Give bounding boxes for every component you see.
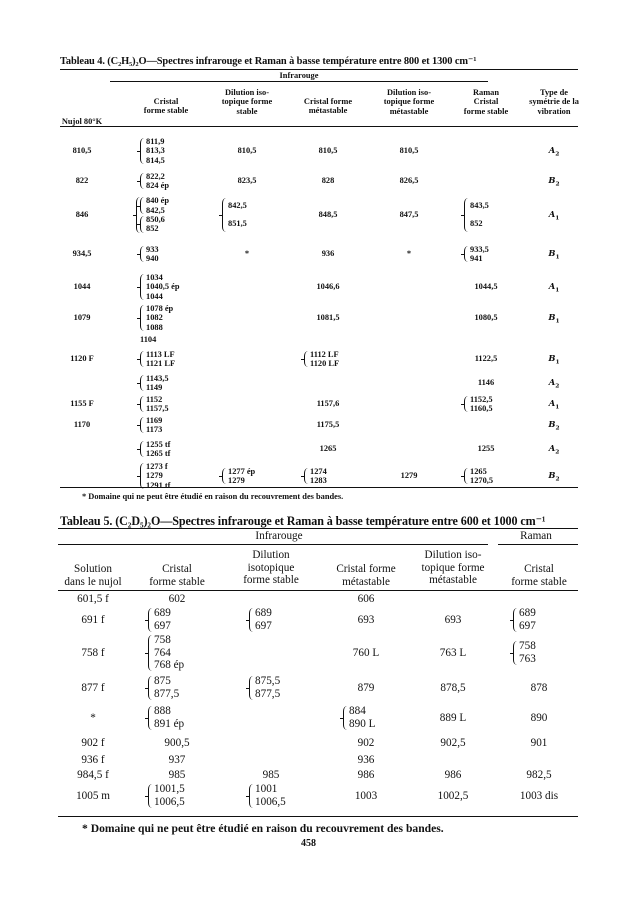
table4-cristal-value: 1078 ép <box>146 303 174 313</box>
table5-metastable: 879 <box>357 681 375 694</box>
table5-raman <box>513 640 536 665</box>
page-number: 458 <box>301 838 316 849</box>
table5-dil-stable: 985 <box>262 768 280 781</box>
table5-bottom-rule <box>58 816 578 817</box>
table4-metastable-value: 1112 LF <box>310 349 339 359</box>
symmetry-index: 1 <box>555 253 560 261</box>
table4-cristal-value: 1113 LF <box>146 349 175 359</box>
header-line: Dilution <box>252 549 290 561</box>
table4-cristal-value: 1157,5 <box>146 404 169 413</box>
table4-dil-stable-value: 842,5 <box>228 201 247 210</box>
table5-raman: 901 <box>530 736 548 749</box>
header-line: forme stable <box>243 574 299 587</box>
table4-cristal-value: 933 <box>146 244 159 254</box>
table5-metastable: 606 <box>357 592 375 605</box>
table5-dil-stable <box>249 675 280 700</box>
table5-group-rule-ir <box>58 544 488 545</box>
header-line: Nujol 80°K <box>61 117 103 126</box>
table5-dil-stable <box>249 783 286 808</box>
table4-metastable: 1157,6 <box>316 399 340 409</box>
table5-cristal <box>148 675 179 700</box>
symmetry-letter: B <box>548 470 556 481</box>
table4-raman-value: 1152,5 <box>470 394 493 404</box>
table4-cristal-value: 1273 f <box>146 461 168 471</box>
table5-dil-metastable: 693 <box>444 613 462 626</box>
table4-metastable-value: 1120 LF <box>310 359 340 368</box>
symmetry-type <box>548 313 559 326</box>
table4-cristal-value: 1121 LF <box>146 359 176 368</box>
header-line: Solution <box>74 563 112 575</box>
header-line: métastable <box>429 574 477 587</box>
table4-cristal-value: 1044 <box>146 291 163 301</box>
table4-group-rule <box>110 81 488 82</box>
table4-header-raman <box>464 88 508 116</box>
table4-metastable-value: 1283 <box>310 476 327 485</box>
table4-cristal <box>140 196 169 215</box>
header-line: Dilution iso- <box>424 549 482 561</box>
symmetry-letter: A <box>548 281 556 292</box>
symmetry-index: 1 <box>555 214 560 222</box>
table4-top-rule <box>60 69 578 70</box>
table4-footnote: * Domaine qui ne peut être étudié en raison du recouvrement des bandes. <box>82 492 344 501</box>
table5-metastable: 986 <box>357 768 375 781</box>
table5-dil-metastable: 902,5 <box>440 736 466 749</box>
table4-dil-stable <box>222 197 247 233</box>
table5-caption: Tableau 5. (C₂D₅)₂O—Spectres infrarouge et Raman à basse température entre 600 et 1000 cm⁻¹ <box>60 514 546 528</box>
header-line: stable <box>236 106 258 116</box>
table4-header-metastable <box>304 97 352 116</box>
header-line: dans le nujol <box>64 575 122 588</box>
table4-dil-stable: 810,5 <box>237 146 257 156</box>
symmetry-type <box>549 444 560 457</box>
table4-raman-value: 933,5 <box>470 244 489 254</box>
table5-raman: 1003 dis <box>519 789 559 802</box>
table4-cristal <box>140 462 170 490</box>
table4-raman: 1080,5 <box>474 313 498 323</box>
symmetry-letter: B <box>548 312 556 323</box>
table4-cristal-value: 814,5 <box>146 155 165 165</box>
table5-top-rule <box>58 528 578 529</box>
table4-cristal-value: 1152 <box>146 394 163 404</box>
table4-nujol: 1155 F <box>70 399 94 409</box>
table5-metastable-value: 890 L <box>349 717 376 730</box>
table5-cristal-value: 891 ép <box>154 717 185 730</box>
header-line: forme stable <box>463 106 509 116</box>
table4-header-nujol <box>62 117 102 126</box>
header-line: vibration <box>537 106 571 116</box>
table4-nujol: 846 <box>75 210 89 220</box>
table5-solution: * <box>90 711 96 724</box>
table4-dil-stable-value: 1279 <box>228 476 245 485</box>
header-line: Raman <box>472 88 500 97</box>
symmetry-letter: A <box>548 398 556 409</box>
table5-dil-metastable: 889 L <box>439 711 467 724</box>
header-line: Dilution iso- <box>387 88 431 97</box>
table5-raman-value: 763 <box>519 652 536 665</box>
table5-group-header-raman: Raman <box>520 530 552 542</box>
table5-header-dil-stable <box>243 549 299 587</box>
symmetry-index: 1 <box>555 286 560 294</box>
header-line: forme stable <box>511 575 567 588</box>
header-line: topique forme <box>221 97 273 107</box>
table5-raman: 890 <box>530 711 548 724</box>
header-line: topique forme <box>421 561 485 574</box>
table4-header-dil-stable <box>222 88 272 116</box>
symmetry-index: 2 <box>555 424 560 432</box>
symmetry-index: 1 <box>555 403 560 411</box>
table5-cristal: 602 <box>168 592 186 605</box>
table5-dil-stable-value: 875,5 <box>255 675 281 688</box>
table4-cristal <box>140 350 175 369</box>
header-line: Dilution iso- <box>225 88 269 97</box>
table5 <box>58 528 578 818</box>
symmetry-type <box>549 378 560 391</box>
table4-nujol: 1079 <box>73 313 91 323</box>
table5-metastable: 1003 <box>354 789 378 802</box>
symmetry-letter: A <box>548 209 556 220</box>
table5-cristal-value: 768 ép <box>154 659 185 672</box>
symmetry-type <box>548 471 559 484</box>
table5-cristal-value: 1001,5 <box>154 783 185 796</box>
table4-raman-value: 941 <box>470 254 483 263</box>
table5-dil-stable <box>249 607 272 632</box>
table4-nujol: 810,5 <box>72 146 92 156</box>
header-line: Cristal <box>153 97 179 106</box>
table5-header-dil-metastable <box>421 549 484 587</box>
table5-metastable: 760 L <box>352 646 380 659</box>
symmetry-type <box>548 176 559 189</box>
header-line: Cristal forme <box>303 97 353 106</box>
table4-dil-stable: 823,5 <box>237 176 257 186</box>
table5-raman: 982,5 <box>526 768 552 781</box>
header-line: symétrie de la <box>529 97 579 107</box>
table5-cristal <box>148 607 171 632</box>
table4-raman: 1146 <box>477 378 495 388</box>
table5-metastable: 902 <box>357 736 375 749</box>
table4-dil-metastable: 810,5 <box>399 146 419 156</box>
table4-metastable <box>304 350 339 369</box>
header-line: Cristal <box>473 97 499 107</box>
table4-dil-metastable: 826,5 <box>399 176 419 186</box>
table4-cristal-value: 940 <box>146 254 159 263</box>
table4-cristal-value: 1173 <box>146 425 163 434</box>
table4-cristal-value: 852 <box>146 224 159 234</box>
table4-cristal <box>140 395 169 414</box>
table4-raman: 1044,5 <box>474 282 498 292</box>
table5-raman: 878 <box>530 681 548 694</box>
table4-raman: 1122,5 <box>474 354 498 364</box>
table4-cristal-value: 1088 <box>146 322 163 332</box>
symmetry-type <box>548 354 559 367</box>
table4-raman <box>464 395 493 414</box>
symmetry-index: 2 <box>555 150 560 158</box>
table4-cristal-value: 811,9 <box>146 136 165 146</box>
table5-dil-stable-value: 1001 <box>255 783 278 796</box>
table4-header-dil-metastable <box>384 88 434 116</box>
table5-dil-stable-value: 697 <box>255 619 272 632</box>
table4-cristal-value: 1149 <box>146 383 163 392</box>
table4-dil-stable: * <box>244 249 250 259</box>
table4-header-cristal <box>144 97 188 116</box>
symmetry-index: 2 <box>555 448 560 456</box>
table5-cristal-value: 888 <box>154 705 171 718</box>
header-line: Type de <box>540 88 568 97</box>
table5-header-cristal <box>149 563 205 588</box>
table4-metastable-value: 1274 <box>310 466 327 476</box>
symmetry-type <box>549 210 560 223</box>
table4-cristal <box>140 273 180 301</box>
table5-footnote: * Domaine qui ne peut être étudié en raison du recouvrement des bandes. <box>82 822 444 835</box>
header-line: métastable <box>389 106 429 116</box>
symmetry-type <box>548 249 559 262</box>
table5-solution: 1005 m <box>76 789 110 802</box>
table5-cristal: 900,5 <box>164 736 190 749</box>
header-line: Cristal <box>524 563 554 575</box>
table5-group-rule-raman <box>498 544 578 545</box>
table4-header-symmetry <box>529 88 579 116</box>
symmetry-letter: A <box>548 443 556 454</box>
table5-cristal-value: 1006,5 <box>154 795 185 808</box>
header-line: Cristal <box>162 563 192 575</box>
table4-caption: Tableau 4. (C₂H₅)₂O—Spectres infrarouge et Raman à basse température entre 800 et 1300 cm⁻¹ <box>60 56 477 67</box>
table5-solution: 984,5 f <box>77 768 109 781</box>
table4-metastable: 848,5 <box>318 210 338 220</box>
symmetry-index: 2 <box>555 382 560 390</box>
table4-group-header: Infrarouge <box>279 71 319 80</box>
table5-dil-metastable: 763 L <box>439 646 467 659</box>
table5-cristal-value: 689 <box>154 607 171 620</box>
table4-cristal-value: 840 ép <box>146 196 170 206</box>
table4-raman-value: 1270,5 <box>470 476 494 485</box>
table5-cristal-value: 877,5 <box>154 687 180 700</box>
table5-solution: 877 f <box>81 681 105 694</box>
table4-dil-stable <box>222 467 255 486</box>
table5-cristal-value: 758 <box>154 634 171 647</box>
table4-raman: 1255 <box>477 444 495 454</box>
table5-cristal <box>148 705 184 730</box>
table4-nujol: 822 <box>75 176 89 186</box>
symmetry-letter: A <box>548 145 556 156</box>
table4-metastable: 1081,5 <box>316 313 340 323</box>
table4-cristal <box>140 172 169 191</box>
table5-header-raman <box>511 563 567 588</box>
symmetry-letter: B <box>548 175 556 186</box>
table4-raman <box>464 467 493 486</box>
table4-raman-value: 843,5 <box>470 201 489 210</box>
table4-cristal-value: 850,6 <box>146 215 165 224</box>
header-line: métastable <box>308 106 348 116</box>
table5-cristal-value: 764 <box>154 646 171 659</box>
table5-solution: 601,5 f <box>77 592 109 605</box>
table4-metastable <box>304 467 327 486</box>
table4-cristal <box>140 416 162 435</box>
table4-cristal-value: 813,3 <box>146 146 165 156</box>
symmetry-letter: A <box>548 377 556 388</box>
table5-dil-stable-value: 1006,5 <box>255 795 286 808</box>
table4-raman-value: 1160,5 <box>470 404 493 413</box>
table5-dil-metastable: 986 <box>444 768 462 781</box>
table5-cristal-value: 697 <box>154 619 171 632</box>
header-line: topique forme <box>383 97 435 107</box>
table5-raman-value: 697 <box>519 619 536 632</box>
brace-mark <box>136 197 141 233</box>
header-line: Cristal forme <box>336 563 396 575</box>
table4 <box>60 69 579 490</box>
table4-dil-stable-value: 851,5 <box>228 219 247 228</box>
table5-header-rule <box>58 590 578 591</box>
table4-cristal-value: 1279 <box>146 471 163 481</box>
table4-nujol: 1120 F <box>70 354 94 364</box>
table5-solution: 936 f <box>81 753 105 766</box>
symmetry-type <box>549 399 560 412</box>
table5-group-header-ir: Infrarouge <box>255 530 303 542</box>
table5-solution: 691 f <box>81 613 105 626</box>
table4-cristal-value: 1143,5 <box>146 373 169 383</box>
table5-metastable-value: 884 <box>349 705 366 718</box>
table4-metastable: 1046,6 <box>316 282 340 292</box>
table5-dil-stable-value: 877,5 <box>255 687 281 700</box>
table4-raman-value: 852 <box>470 219 483 228</box>
table4-cristal-value: 1104 <box>140 335 157 345</box>
table4-nujol: 1170 <box>73 420 91 430</box>
table4-raman-value: 1265 <box>470 466 487 476</box>
header-line: forme stable <box>143 106 189 116</box>
table4-bottom-rule <box>60 487 578 488</box>
table4-cristal-value: 1034 <box>146 272 163 282</box>
table5-cristal <box>148 634 184 672</box>
table5-raman <box>513 607 536 632</box>
table5-dil-stable-value: 689 <box>255 607 272 620</box>
table4-cristal-value: 822,2 <box>146 171 165 181</box>
table5-cristal: 937 <box>168 753 186 766</box>
table4-dil-stable-value: 1277 ép <box>228 466 256 476</box>
header-line: forme stable <box>149 575 205 588</box>
table4-metastable: 828 <box>321 176 335 186</box>
table4-metastable: 1175,5 <box>316 420 340 430</box>
table4-nujol: 934,5 <box>72 249 92 259</box>
table4-metastable: 936 <box>321 249 335 259</box>
table4-cristal <box>140 215 165 234</box>
table4-raman <box>464 197 489 233</box>
table4-nujol: 1044 <box>73 282 91 292</box>
table5-header-metastable <box>336 563 395 588</box>
table5-cristal <box>148 783 185 808</box>
table5-metastable <box>343 705 375 730</box>
symmetry-type <box>548 420 559 433</box>
table4-metastable: 810,5 <box>318 146 338 156</box>
header-line: isotopique <box>247 561 295 574</box>
table5-metastable: 936 <box>357 753 375 766</box>
table4-cristal <box>140 304 173 332</box>
table4-cristal <box>140 245 159 264</box>
table4-cristal-value: 1255 tf <box>146 439 171 449</box>
table4-dil-metastable: 1279 <box>400 471 418 481</box>
table5-solution: 758 f <box>81 646 105 659</box>
symmetry-letter: B <box>548 419 556 430</box>
symmetry-index: 2 <box>555 475 560 483</box>
table5-solution: 902 f <box>81 736 105 749</box>
table5-header-solution <box>64 563 121 588</box>
table4-cristal-value: 824 ép <box>146 181 170 190</box>
table4-cristal-value: 1265 tf <box>146 449 171 458</box>
table4-cristal-value: 1082 <box>146 313 163 323</box>
symmetry-index: 2 <box>555 180 560 188</box>
table4-raman <box>464 245 489 264</box>
table5-raman-value: 689 <box>519 607 536 620</box>
symmetry-letter: B <box>548 248 556 259</box>
table4-cristal <box>140 137 165 165</box>
symmetry-index: 1 <box>555 358 560 366</box>
table4-cristal-value: 1169 <box>146 415 163 425</box>
table4-cristal <box>140 374 169 393</box>
symmetry-letter: B <box>548 353 556 364</box>
table4-cristal-value: 1040,5 ép <box>146 282 180 292</box>
table4-metastable: 1265 <box>319 444 337 454</box>
table5-dil-metastable: 878,5 <box>440 681 466 694</box>
table4-cristal <box>140 335 156 344</box>
table4-cristal <box>140 440 170 459</box>
symmetry-type <box>549 146 560 159</box>
table5-raman-value: 758 <box>519 640 536 653</box>
table4-dil-metastable: 847,5 <box>399 210 419 220</box>
table5-metastable: 693 <box>357 613 375 626</box>
table4-cristal-value: 842,5 <box>146 205 165 215</box>
symmetry-index: 1 <box>555 317 560 325</box>
table5-cristal: 985 <box>168 768 186 781</box>
table5-cristal-value: 875 <box>154 675 171 688</box>
table4-dil-metastable: * <box>406 249 412 259</box>
table5-dil-metastable: 1002,5 <box>437 789 469 802</box>
table4-cristal-value: 1291 tf <box>146 480 171 490</box>
symmetry-type <box>549 282 560 295</box>
header-line: métastable <box>342 575 390 588</box>
table4-header-rule <box>60 126 578 127</box>
